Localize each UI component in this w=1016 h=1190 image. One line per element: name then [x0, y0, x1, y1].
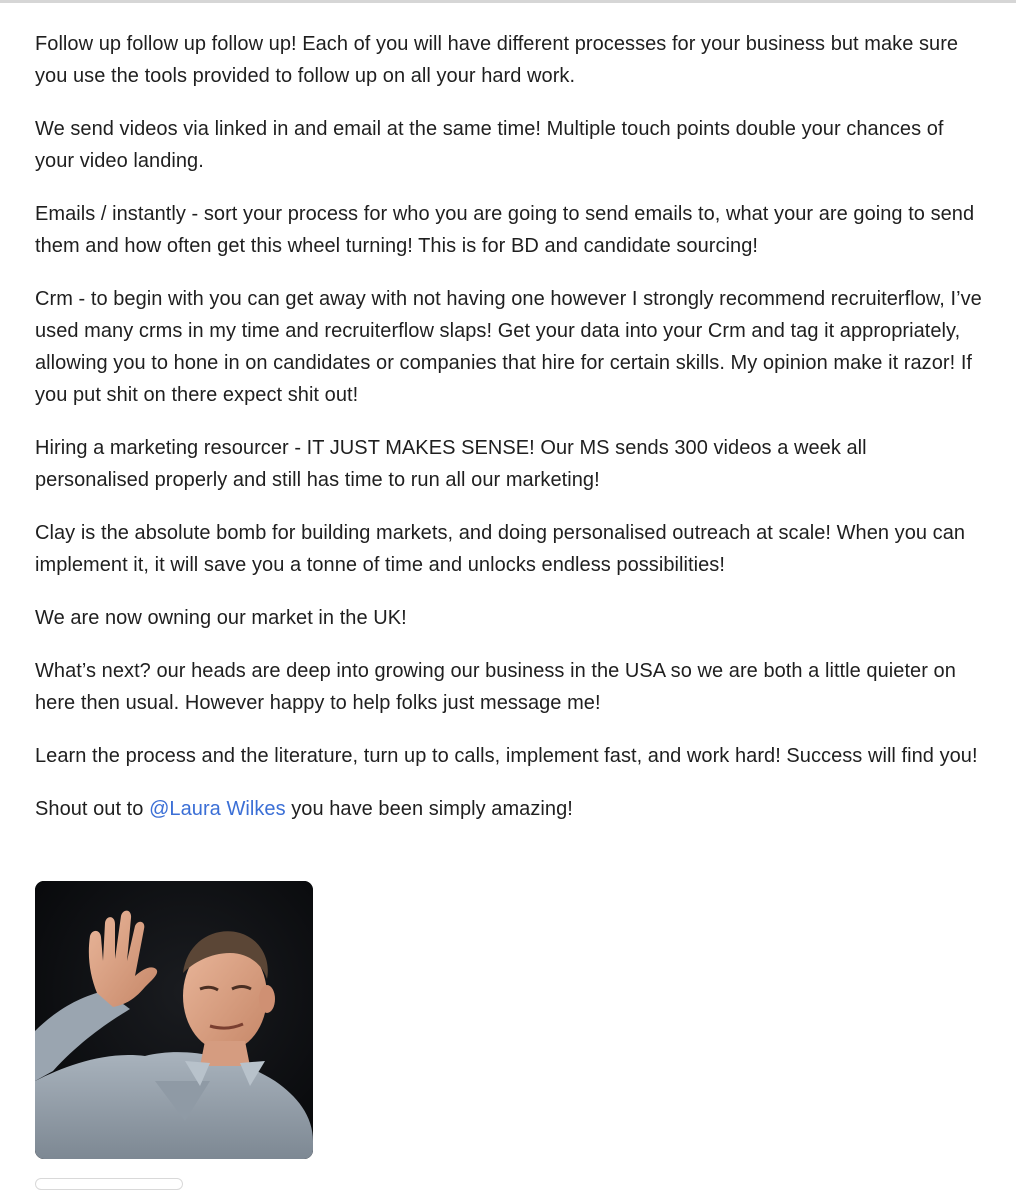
post-paragraph: Learn the process and the literature, turn up to calls, implement fast, and work hard! Success will find you! — [35, 745, 978, 767]
shoutout-paragraph — [35, 793, 985, 825]
gif-attachment[interactable] — [35, 881, 313, 1159]
post-top-divider — [0, 0, 1016, 3]
post-paragraph: Crm - to begin with you can get away with not having one however I strongly recommend recruiterflow, I’ve used many crms in my time and recruiterflow slaps! Get your data into your Crm and tag it appropriately, allowing you to hone in on candidates or companies that hire for certain skills. My opinion make it razor! If you put shit on there expect shit out! — [35, 288, 982, 406]
shoutout-suffix: you have been simply amazing! — [285, 798, 573, 820]
post-paragraph: What’s next? our heads are deep into growing our business in the USA so we are both a little quieter on here then usual. However happy to help folks just message me! — [35, 660, 956, 714]
mention-link[interactable]: @Laura Wilkes — [149, 798, 286, 820]
post-paragraph: Clay is the absolute bomb for building markets, and doing personalised outreach at scale! When you can implement it, it will save you a tonne of time and unlocks endless possibilities! — [35, 522, 966, 576]
post-body — [35, 28, 985, 846]
post-paragraph: We are now owning our market in the UK! — [35, 607, 407, 629]
gif-image — [35, 881, 313, 1159]
post-paragraph: Follow up follow up follow up! Each of you will have different processes for your business but make sure you use the tools provided to follow up on all your hard work. — [35, 33, 959, 87]
post-paragraph: Hiring a marketing resourcer - IT JUST MAKES SENSE! Our MS sends 300 videos a week all personalised properly and still has time to run all our marketing! — [35, 437, 867, 491]
shoutout-prefix: Shout out to — [35, 798, 150, 820]
reaction-bar[interactable] — [35, 1178, 183, 1190]
post-paragraph: We send videos via linked in and email at the same time! Multiple touch points double your chances of your video landing. — [35, 118, 944, 172]
post-paragraph: Emails / instantly - sort your process for who you are going to send emails to, what your are going to send them and how often get this wheel turning! This is for BD and candidate sourcing! — [35, 203, 975, 257]
